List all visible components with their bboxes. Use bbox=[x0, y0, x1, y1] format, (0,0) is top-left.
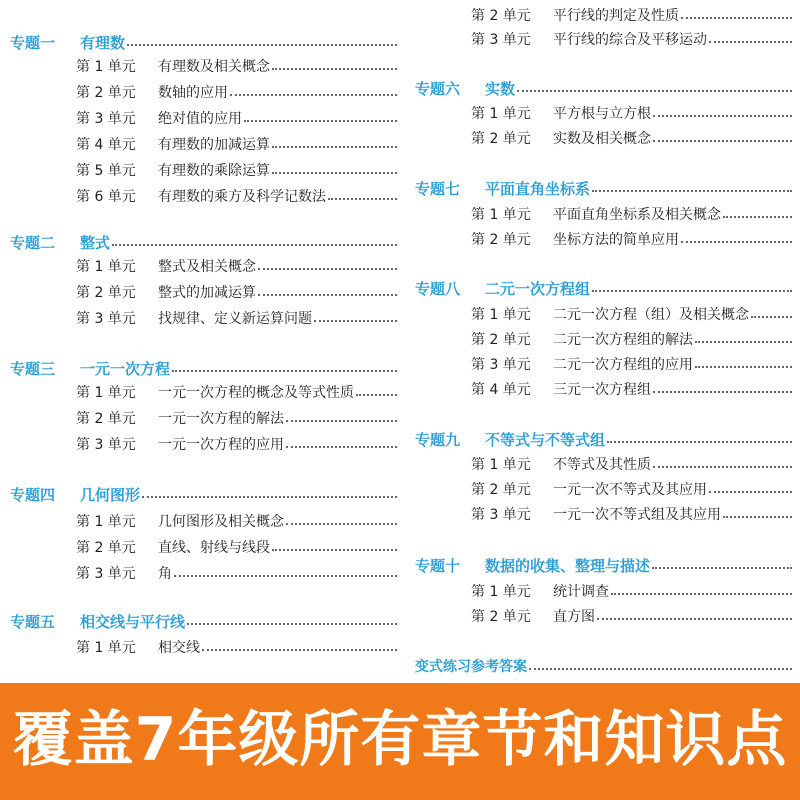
leader-dots bbox=[592, 190, 792, 192]
leader-dots bbox=[597, 618, 792, 620]
topic-title: 数据的收集、整理与描述 bbox=[485, 556, 651, 575]
leader-dots bbox=[127, 44, 397, 46]
unit-title: 直方图 bbox=[553, 609, 595, 625]
unit-number: 第 2 单元 bbox=[471, 8, 531, 24]
unit-title: 有理数的乘除运算 bbox=[158, 163, 270, 179]
unit-number: 第 2 单元 bbox=[76, 411, 136, 427]
unit-number: 第 3 单元 bbox=[471, 32, 531, 48]
unit-number: 第 1 单元 bbox=[76, 640, 136, 656]
unit-entry[interactable] bbox=[471, 100, 796, 126]
leader-dots bbox=[695, 341, 792, 343]
unit-entry[interactable] bbox=[76, 379, 401, 405]
unit-number: 第 3 单元 bbox=[76, 566, 136, 582]
unit-title: 一元一次方程的应用 bbox=[158, 437, 284, 453]
topic-heading[interactable] bbox=[10, 355, 401, 381]
leader-dots bbox=[517, 90, 792, 92]
leader-dots bbox=[652, 567, 792, 569]
unit-entry[interactable] bbox=[76, 405, 401, 431]
leader-dots bbox=[272, 549, 397, 551]
leader-dots bbox=[709, 491, 792, 493]
unit-number: 第 1 单元 bbox=[471, 584, 531, 600]
leader-dots bbox=[174, 575, 397, 577]
answers-title: 变式练习参考答案 bbox=[415, 659, 527, 675]
unit-number: 第 1 单元 bbox=[471, 457, 531, 473]
unit-title: 平方根与立方根 bbox=[553, 106, 651, 122]
topic-title: 整式 bbox=[80, 233, 111, 252]
unit-entry[interactable] bbox=[76, 105, 401, 131]
unit-title: 平面直角坐标系及相关概念 bbox=[553, 207, 721, 223]
unit-entry[interactable] bbox=[471, 2, 796, 28]
topic-title: 二元一次方程组 bbox=[485, 279, 591, 298]
unit-entry[interactable] bbox=[471, 451, 796, 477]
leader-dots bbox=[653, 140, 792, 142]
leader-dots bbox=[723, 516, 792, 518]
leader-dots bbox=[611, 593, 792, 595]
unit-title: 绝对值的应用 bbox=[158, 111, 242, 127]
unit-title: 一元一次不等式组及其应用 bbox=[553, 507, 721, 523]
unit-entry[interactable] bbox=[76, 53, 401, 79]
unit-entry[interactable] bbox=[471, 201, 796, 227]
unit-title: 有理数的乘方及科学记数法 bbox=[158, 189, 326, 205]
leader-dots bbox=[202, 649, 397, 651]
leader-dots bbox=[529, 668, 792, 670]
unit-number: 第 4 单元 bbox=[76, 137, 136, 153]
unit-entry[interactable] bbox=[76, 305, 401, 331]
unit-title: 有理数及相关概念 bbox=[158, 59, 270, 75]
unit-entry[interactable] bbox=[76, 634, 401, 660]
leader-dots bbox=[187, 623, 397, 625]
unit-number: 第 3 单元 bbox=[471, 357, 531, 373]
answers-section-heading[interactable] bbox=[415, 655, 796, 677]
topic-number: 专题一 bbox=[10, 33, 56, 52]
unit-entry[interactable] bbox=[76, 431, 401, 457]
leader-dots bbox=[709, 41, 792, 43]
unit-title: 平行线的判定及性质 bbox=[553, 8, 679, 24]
topic-heading[interactable] bbox=[415, 175, 796, 201]
unit-entry[interactable] bbox=[76, 534, 401, 560]
unit-title: 二元一次方程组的解法 bbox=[553, 332, 693, 348]
unit-number: 第 2 单元 bbox=[471, 482, 531, 498]
leader-dots bbox=[286, 420, 397, 422]
leader-dots bbox=[286, 446, 397, 448]
leader-dots bbox=[172, 370, 397, 372]
unit-number: 第 2 单元 bbox=[471, 609, 531, 625]
leader-dots bbox=[142, 496, 397, 498]
topic-number: 专题十 bbox=[415, 556, 461, 575]
topic-title: 一元一次方程 bbox=[80, 359, 171, 378]
unit-number: 第 1 单元 bbox=[76, 59, 136, 75]
unit-title: 三元一次方程组 bbox=[553, 382, 651, 398]
unit-entry[interactable] bbox=[471, 476, 796, 502]
unit-title: 一元一次不等式及其应用 bbox=[553, 482, 707, 498]
topic-number: 专题七 bbox=[415, 179, 461, 198]
unit-number: 第 2 单元 bbox=[471, 131, 531, 147]
banner-text: 覆盖7年级所有章节和知识点 bbox=[12, 705, 788, 775]
leader-dots bbox=[681, 17, 792, 19]
unit-entry[interactable] bbox=[471, 301, 796, 327]
topic-heading[interactable] bbox=[415, 552, 796, 578]
unit-entry[interactable] bbox=[471, 501, 796, 527]
unit-title: 找规律、定义新运算问题 bbox=[158, 311, 312, 327]
leader-dots bbox=[695, 366, 792, 368]
unit-entry[interactable] bbox=[471, 26, 796, 52]
topic-heading[interactable] bbox=[10, 229, 401, 255]
unit-entry[interactable] bbox=[76, 183, 401, 209]
unit-title: 统计调查 bbox=[553, 584, 609, 600]
unit-entry[interactable] bbox=[471, 578, 796, 604]
unit-entry[interactable] bbox=[76, 279, 401, 305]
leader-dots bbox=[272, 68, 397, 70]
unit-number: 第 3 单元 bbox=[471, 507, 531, 523]
topic-heading[interactable] bbox=[10, 29, 401, 55]
unit-number: 第 6 单元 bbox=[76, 189, 136, 205]
topic-title: 有理数 bbox=[80, 33, 126, 52]
leader-dots bbox=[272, 146, 397, 148]
unit-title: 坐标方法的简单应用 bbox=[553, 232, 679, 248]
leader-dots bbox=[112, 244, 397, 246]
leader-dots bbox=[681, 241, 792, 243]
unit-number: 第 3 单元 bbox=[76, 311, 136, 327]
leader-dots bbox=[258, 294, 397, 296]
topic-heading[interactable] bbox=[415, 75, 796, 101]
leader-dots bbox=[328, 198, 397, 200]
unit-number: 第 1 单元 bbox=[471, 207, 531, 223]
unit-number: 第 2 单元 bbox=[471, 232, 531, 248]
unit-entry[interactable] bbox=[76, 508, 401, 534]
leader-dots bbox=[751, 316, 792, 318]
unit-entry[interactable] bbox=[76, 560, 401, 586]
unit-title: 平行线的综合及平移运动 bbox=[553, 32, 707, 48]
unit-title: 二元一次方程组的应用 bbox=[553, 357, 693, 373]
unit-entry[interactable] bbox=[471, 376, 796, 402]
topic-number: 专题三 bbox=[10, 359, 56, 378]
unit-number: 第 1 单元 bbox=[471, 307, 531, 323]
unit-entry[interactable] bbox=[76, 79, 401, 105]
topic-heading[interactable] bbox=[415, 426, 796, 452]
unit-number: 第 1 单元 bbox=[76, 514, 136, 530]
unit-title: 有理数的加减运算 bbox=[158, 137, 270, 153]
unit-number: 第 1 单元 bbox=[76, 385, 136, 401]
leader-dots bbox=[723, 216, 792, 218]
topic-title: 相交线与平行线 bbox=[80, 612, 186, 631]
unit-number: 第 5 单元 bbox=[76, 163, 136, 179]
unit-entry[interactable] bbox=[471, 226, 796, 252]
unit-title: 实数及相关概念 bbox=[553, 131, 651, 147]
leader-dots bbox=[653, 391, 792, 393]
topic-title: 实数 bbox=[485, 79, 516, 98]
leader-dots bbox=[607, 441, 792, 443]
topic-title: 几何图形 bbox=[80, 485, 141, 504]
unit-title: 不等式及其性质 bbox=[553, 457, 651, 473]
unit-title: 一元一次方程的解法 bbox=[158, 411, 284, 427]
unit-entry[interactable] bbox=[76, 253, 401, 279]
unit-title: 整式的加减运算 bbox=[158, 285, 256, 301]
leader-dots bbox=[592, 290, 792, 292]
unit-number: 第 2 单元 bbox=[76, 540, 136, 556]
topic-heading[interactable] bbox=[10, 481, 401, 507]
unit-number: 第 3 单元 bbox=[76, 437, 136, 453]
unit-number: 第 2 单元 bbox=[471, 332, 531, 348]
unit-title: 二元一次方程（组）及相关概念 bbox=[553, 307, 749, 323]
topic-heading[interactable] bbox=[415, 275, 796, 301]
unit-number: 第 2 单元 bbox=[76, 85, 136, 101]
unit-entry[interactable] bbox=[471, 326, 796, 352]
unit-title: 整式及相关概念 bbox=[158, 259, 256, 275]
unit-number: 第 2 单元 bbox=[76, 285, 136, 301]
topic-number: 专题六 bbox=[415, 79, 461, 98]
topic-heading[interactable] bbox=[10, 608, 401, 634]
unit-number: 第 1 单元 bbox=[471, 106, 531, 122]
topic-number: 专题九 bbox=[415, 430, 461, 449]
unit-title: 几何图形及相关概念 bbox=[158, 514, 284, 530]
leader-dots bbox=[258, 268, 397, 270]
unit-title: 数轴的应用 bbox=[158, 85, 228, 101]
unit-entry[interactable] bbox=[471, 351, 796, 377]
leader-dots bbox=[653, 115, 792, 117]
topic-number: 专题二 bbox=[10, 233, 56, 252]
leader-dots bbox=[653, 466, 792, 468]
unit-entry[interactable] bbox=[471, 603, 796, 629]
leader-dots bbox=[272, 172, 397, 174]
unit-title: 直线、射线与线段 bbox=[158, 540, 270, 556]
leader-dots bbox=[286, 523, 397, 525]
topic-number: 专题八 bbox=[415, 279, 461, 298]
leader-dots bbox=[230, 94, 397, 96]
topic-title: 平面直角坐标系 bbox=[485, 179, 591, 198]
unit-title: 相交线 bbox=[158, 640, 200, 656]
topic-title: 不等式与不等式组 bbox=[485, 430, 606, 449]
unit-entry[interactable] bbox=[76, 131, 401, 157]
leader-dots bbox=[244, 120, 397, 122]
unit-entry[interactable] bbox=[471, 125, 796, 151]
leader-dots bbox=[356, 394, 397, 396]
topic-number: 专题五 bbox=[10, 612, 56, 631]
unit-number: 第 3 单元 bbox=[76, 111, 136, 127]
unit-title: 角 bbox=[158, 566, 172, 582]
unit-entry[interactable] bbox=[76, 157, 401, 183]
unit-number: 第 4 单元 bbox=[471, 382, 531, 398]
unit-title: 一元一次方程的概念及等式性质 bbox=[158, 385, 354, 401]
promo-banner bbox=[0, 683, 800, 800]
unit-number: 第 1 单元 bbox=[76, 259, 136, 275]
leader-dots bbox=[314, 320, 397, 322]
topic-number: 专题四 bbox=[10, 485, 56, 504]
